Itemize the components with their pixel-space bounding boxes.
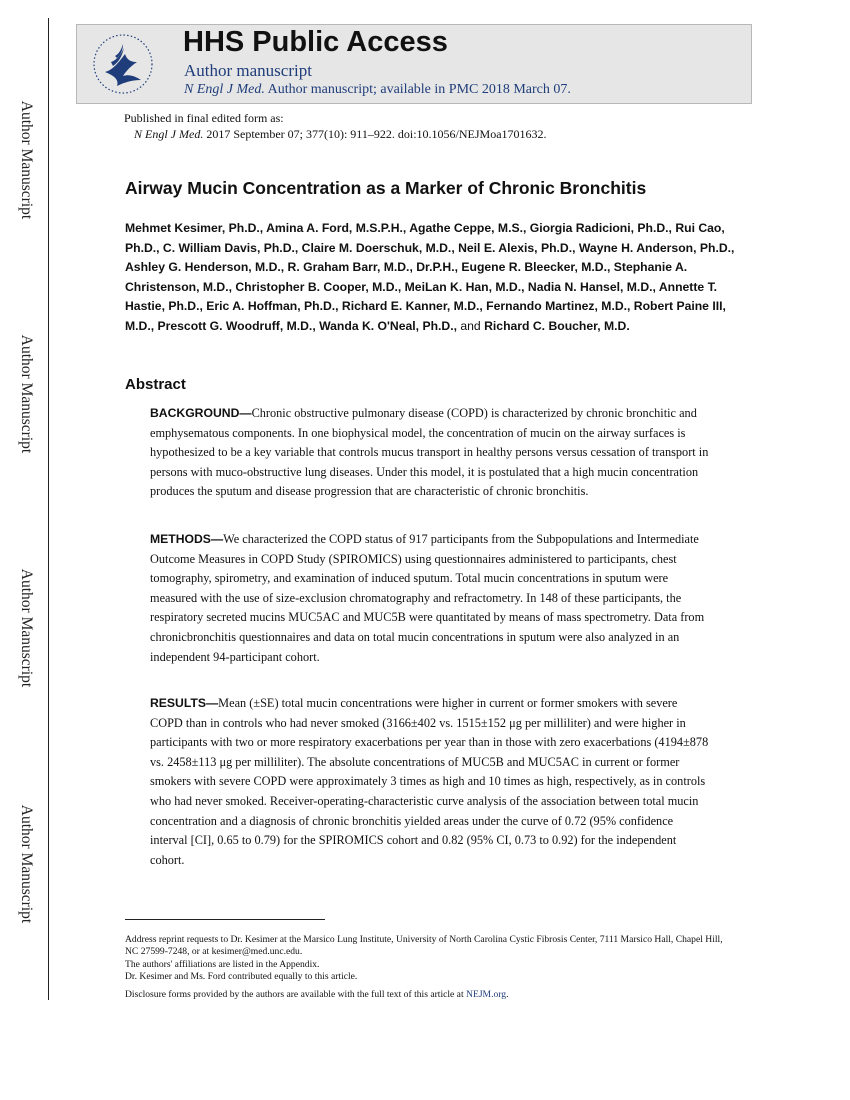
author-manuscript-label: Author manuscript bbox=[184, 61, 312, 80]
abstract-background: BACKGROUND—Chronic obstructive pulmonary disease (COPD) is characterized by chronic bronchitic and emphysematous components. In one biophysical model, the concentration of mucin on the airway surfaces is hypothesized to be a key variable that controls mucus transport in healthy persons versus cessation of transport in persons with muco-obstructive lung diseases. Under this model, it is postulated that a high mucin concentration produces the sputum and disease progression that are characteristic of chronic bronchitis. bbox=[150, 406, 709, 499]
rail-label: Author Manuscript bbox=[18, 100, 35, 220]
footnote-address: Address reprint requests to Dr. Kesimer at the Marsico Lung Institute, University of North Carolina Cystic Fibrosis Center, 7111 Marsico Hall, Chapel Hill, NC 27599-7248, or at kesimer@med.unc.edu. bbox=[125, 934, 723, 958]
hhs-header-banner bbox=[76, 24, 752, 104]
left-rail-line bbox=[48, 18, 49, 1000]
footnote-disclosure: Disclosure forms provided by the authors are available with the full text of this article at NEJM.org. bbox=[125, 988, 509, 1000]
nejm-link[interactable]: NEJM.org bbox=[466, 988, 507, 1000]
rail-label: Author Manuscript bbox=[18, 334, 35, 454]
footnote-divider bbox=[125, 919, 325, 920]
rail-label: Author Manuscript bbox=[18, 804, 35, 924]
rail-label: Author Manuscript bbox=[18, 568, 35, 688]
section-label: METHODS— bbox=[150, 532, 224, 546]
hhs-title: HHS Public Access bbox=[183, 26, 448, 58]
hhs-eagle-logo bbox=[91, 32, 155, 96]
abstract-heading: Abstract bbox=[125, 376, 186, 393]
section-label: RESULTS— bbox=[150, 696, 219, 710]
section-label: BACKGROUND— bbox=[150, 406, 252, 420]
paper-title: Airway Mucin Concentration as a Marker of Chronic Bronchitis bbox=[125, 178, 647, 198]
footnote-equal-contribution: Dr. Kesimer and Ms. Ford contributed equally to this article. bbox=[125, 971, 358, 983]
footnotes bbox=[125, 934, 725, 1001]
manuscript-availability: N Engl J Med. Author manuscript; available in PMC 2018 March 07. bbox=[184, 82, 571, 97]
published-in-block bbox=[124, 110, 547, 142]
footnote-affiliations: The authors' affiliations are listed in the Appendix. bbox=[125, 958, 320, 970]
abstract-methods: METHODS—We characterized the COPD status of 917 participants from the Subpopulations and Intermediate Outcome Measures in COPD Study (SPIROMICS) using questionnaires administered to participants, chest tomography, spirometry, and examination of induced sputum. Total mucin concentrations in sputum were measured with the use of size-exclusion chromatography and refractometry. In 148 of these participants, the respiratory secreted mucins MUC5AC and MUC5B were quantitated by means of mass spectrometry. Data from chronicbronchitis questionnaires and data on total mucin concentrations in sputum were also analyzed in an independent 94-participant cohort. bbox=[150, 532, 705, 664]
published-intro: Published in final edited form as: bbox=[124, 111, 284, 125]
published-citation: N Engl J Med. 2017 September 07; 377(10): 911–922. doi:10.1056/NEJMoa1701632. bbox=[134, 127, 547, 141]
author-list: Mehmet Kesimer, Ph.D., Amina A. Ford, M.S.P.H., Agathe Ceppe, M.S., Giorgia Radicioni, Ph.D., Rui Cao, Ph.D., C. William Davis, Ph.D., Claire M. Doerschuk, M.D., Neil E. Alexis, Ph.D., Wayne H. Anderson, Ph.D., Ashley G. Henderson, M.D., R. Graham Barr, M.D., Dr.P.H., Eugene R. Bleecker, M.D., Stephanie A. Christenson, M.D., Christopher B. Cooper, M.D., MeiLan K. Han, M.D., Nadia N. Hansel, M.D., Annette T. Hastie, Ph.D., Eric A. Hoffman, Ph.D., Richard E. Kanner, M.D., Fernando Martinez, M.D., Robert Paine III, M.D., Prescott G. Woodruff, M.D., Wanda K. O'Neal, Ph.D., and Richard C. Boucher, M.D. bbox=[125, 221, 735, 333]
abstract-results: RESULTS—Mean (±SE) total mucin concentrations were higher in current or former smokers with severe COPD than in controls who had never smoked (3166±402 vs. 1515±152 μg per milliliter) and were higher in participants with two or more respiratory exacerbations per year than in those with zero exacerbations (4194±878 vs. 2458±113 μg per milliliter). The absolute concentrations of MUC5B and MUC5AC in current or former smokers with severe COPD were approximately 3 times as high and 10 times as high, respectively, as in controls who had never smoked. Receiver-operating-characteristic curve analysis of the association between total mucin concentration and a diagnosis of chronic bronchitis yielded areas under the curve of 0.72 (95% confidence interval [CI], 0.65 to 0.79) for the SPIROMICS cohort and 0.82 (95% CI, 0.73 to 0.92) for the independent cohort. bbox=[150, 696, 709, 867]
